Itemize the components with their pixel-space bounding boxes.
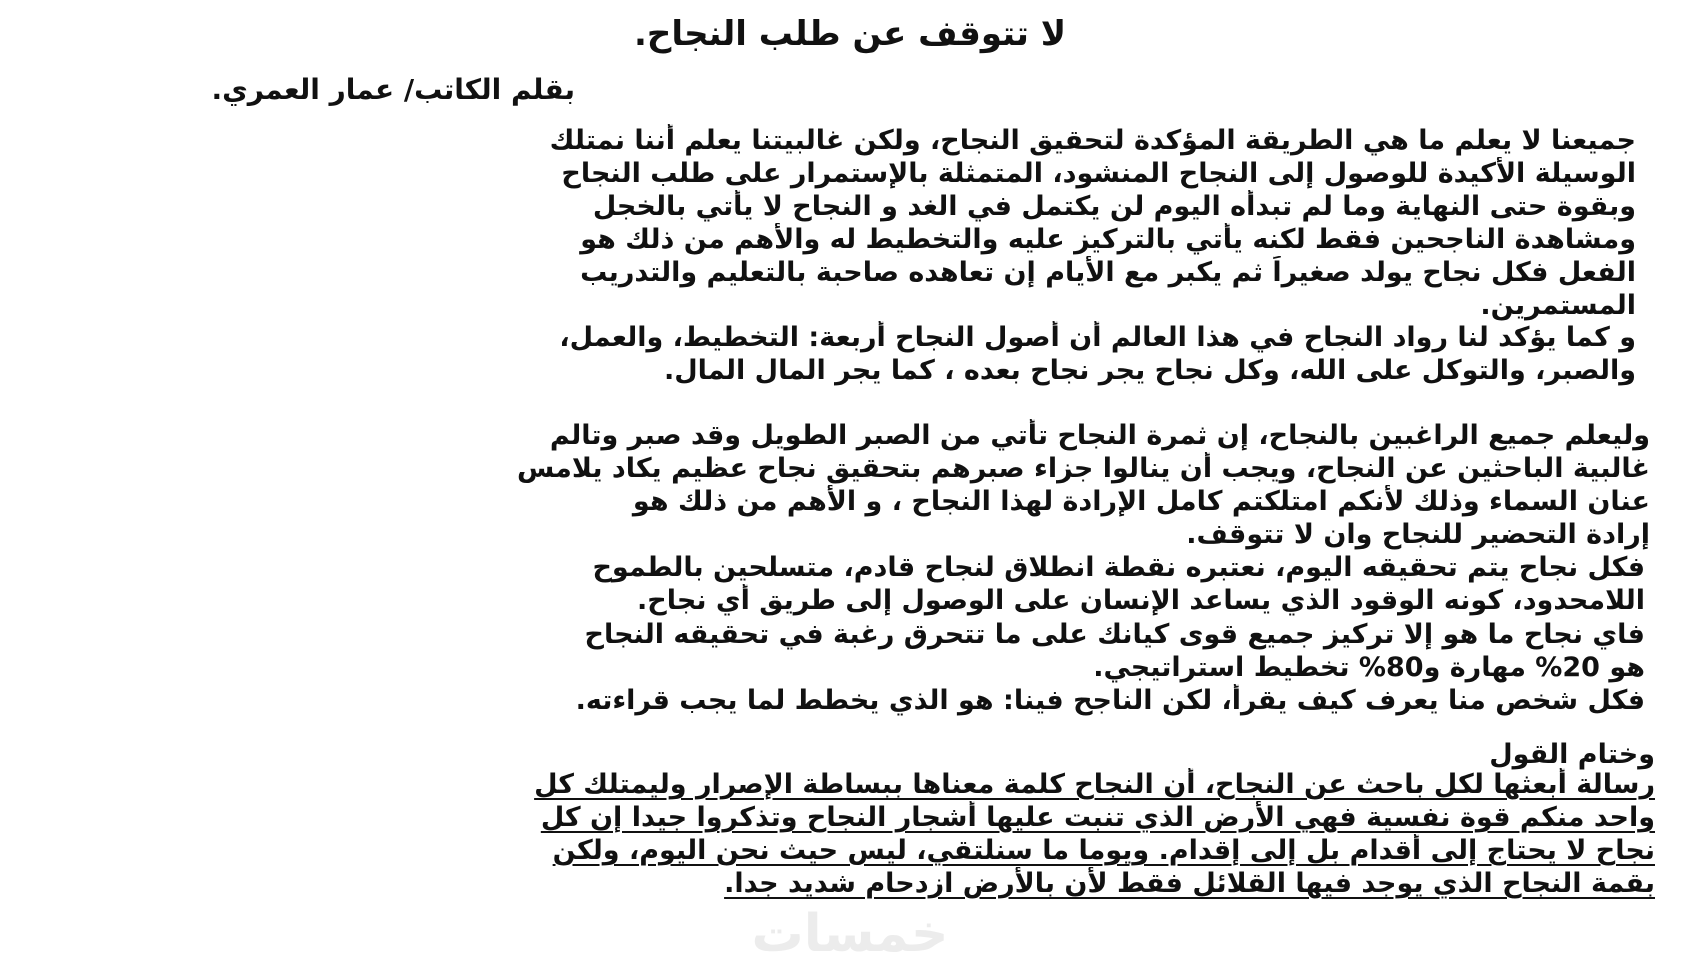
paragraph-3: [50, 419, 1650, 551]
text-line: فكل شخص منا يعرف كيف يقرأ، لكن الناجح فينا: هو الذي يخطط لما يجب قراءته.: [575, 685, 1645, 716]
paragraph-5: [45, 618, 1645, 684]
text-line: اللامحدود، كونه الوقود الذي يساعد الإنسان على الوصول إلى طريق أي نجاح.: [637, 585, 1645, 616]
text-line: غالبية الباحثين عن النجاح، ويجب أن ينالوا جزاء صبرهم بتحقيق نجاح عظيم يكاد يلامس: [516, 453, 1650, 484]
text-line: وليعلم جميع الراغبين بالنجاح، إن ثمرة النجاح تأتي من الصبر الطويل وقد صبر وتالم: [549, 420, 1650, 451]
watermark-logo: خمسات: [751, 904, 949, 964]
paragraph-1: [36, 124, 1636, 322]
underlined-line: رسالة أبعثها لكل باحث عن النجاح، أن النجاح كلمة معناها ببساطة الإصرار وليمتلك كل: [534, 769, 1655, 800]
text-line: والصبر، والتوكل على الله، وكل نجاح يجر نجاح بعده ، كما يجر المال المال.: [663, 355, 1636, 386]
paragraph-6: [45, 684, 1645, 717]
paragraph-4: [45, 551, 1645, 617]
text-line: فكل نجاح يتم تحقيقه اليوم، نعتبره نقطة انطلاق لنجاح قادم، متسلحين بالطموح: [592, 552, 1645, 583]
text-line: ومشاهدة الناجحين فقط لكنه يأتي بالتركيز عليه والتخطيط له والأهم من ذلك هو: [580, 224, 1636, 255]
text-line: إرادة التحضير للنجاح وان لا تتوقف.: [1186, 519, 1650, 550]
text-line: الفعل فكل نجاح يولد صغيراً ثم يكبر مع الأيام إن تعاهده صاحبة بالتعليم والتدريب: [580, 257, 1636, 288]
text-line: الوسيلة الأكيدة للوصول إلى النجاح المنشود، المتمثلة بالإستمرار على طلب النجاح: [561, 158, 1636, 189]
text-line: جميعنا لا يعلم ما هي الطريقة المؤكدة لتحقيق النجاح، ولكن غالبيتنا يعلم أننا نمتلك: [549, 125, 1636, 156]
text-line: المستمرين.: [1480, 290, 1636, 321]
text-line: هو 20% مهارة و80% تخطيط استراتيجي.: [1093, 652, 1645, 683]
text-line: و كما يؤكد لنا رواد النجاح في هذا العالم أن أصول النجاح أربعة: التخطيط، والعمل،: [559, 322, 1636, 353]
text-line: وبقوة حتى النهاية وما لم تبدأه اليوم لن يكتمل في الغد و النجاح لا يأتي بالخجل: [592, 191, 1636, 222]
author-byline: بقلم الكاتب/ عمار العمري.: [211, 73, 575, 106]
article-title: لا تتوقف عن طلب النجاح.: [633, 14, 1067, 54]
paragraph-2: [36, 321, 1636, 387]
text-line: فاي نجاح ما هو إلا تركيز جميع قوى كيانك على ما تتحرق رغبة في تحقيقه النجاح: [584, 619, 1645, 650]
closing-paragraph: [534, 768, 1655, 900]
text-line: عنان السماء وذلك لأنكم امتلكتم كامل الإرادة لهذا النجاح ، و الأهم من ذلك هو: [632, 486, 1650, 517]
closing-heading: وختام القول: [1489, 739, 1655, 770]
underlined-line: بقمة النجاح الذي يوجد فيها القلائل فقط لأن بالأرض ازدحام شديد جدا.: [724, 868, 1655, 899]
underlined-line: واحد منكم قوة نفسية فهي الأرض الذي تنبت عليها أشجار النجاح وتذكروا جيدا إن كل: [540, 802, 1655, 833]
underlined-line: نجاح لا يحتاج إلى أقدام بل إلى إقدام. ويوما ما سنلتقي، ليس حيث نحن اليوم، ولكن: [552, 835, 1655, 866]
